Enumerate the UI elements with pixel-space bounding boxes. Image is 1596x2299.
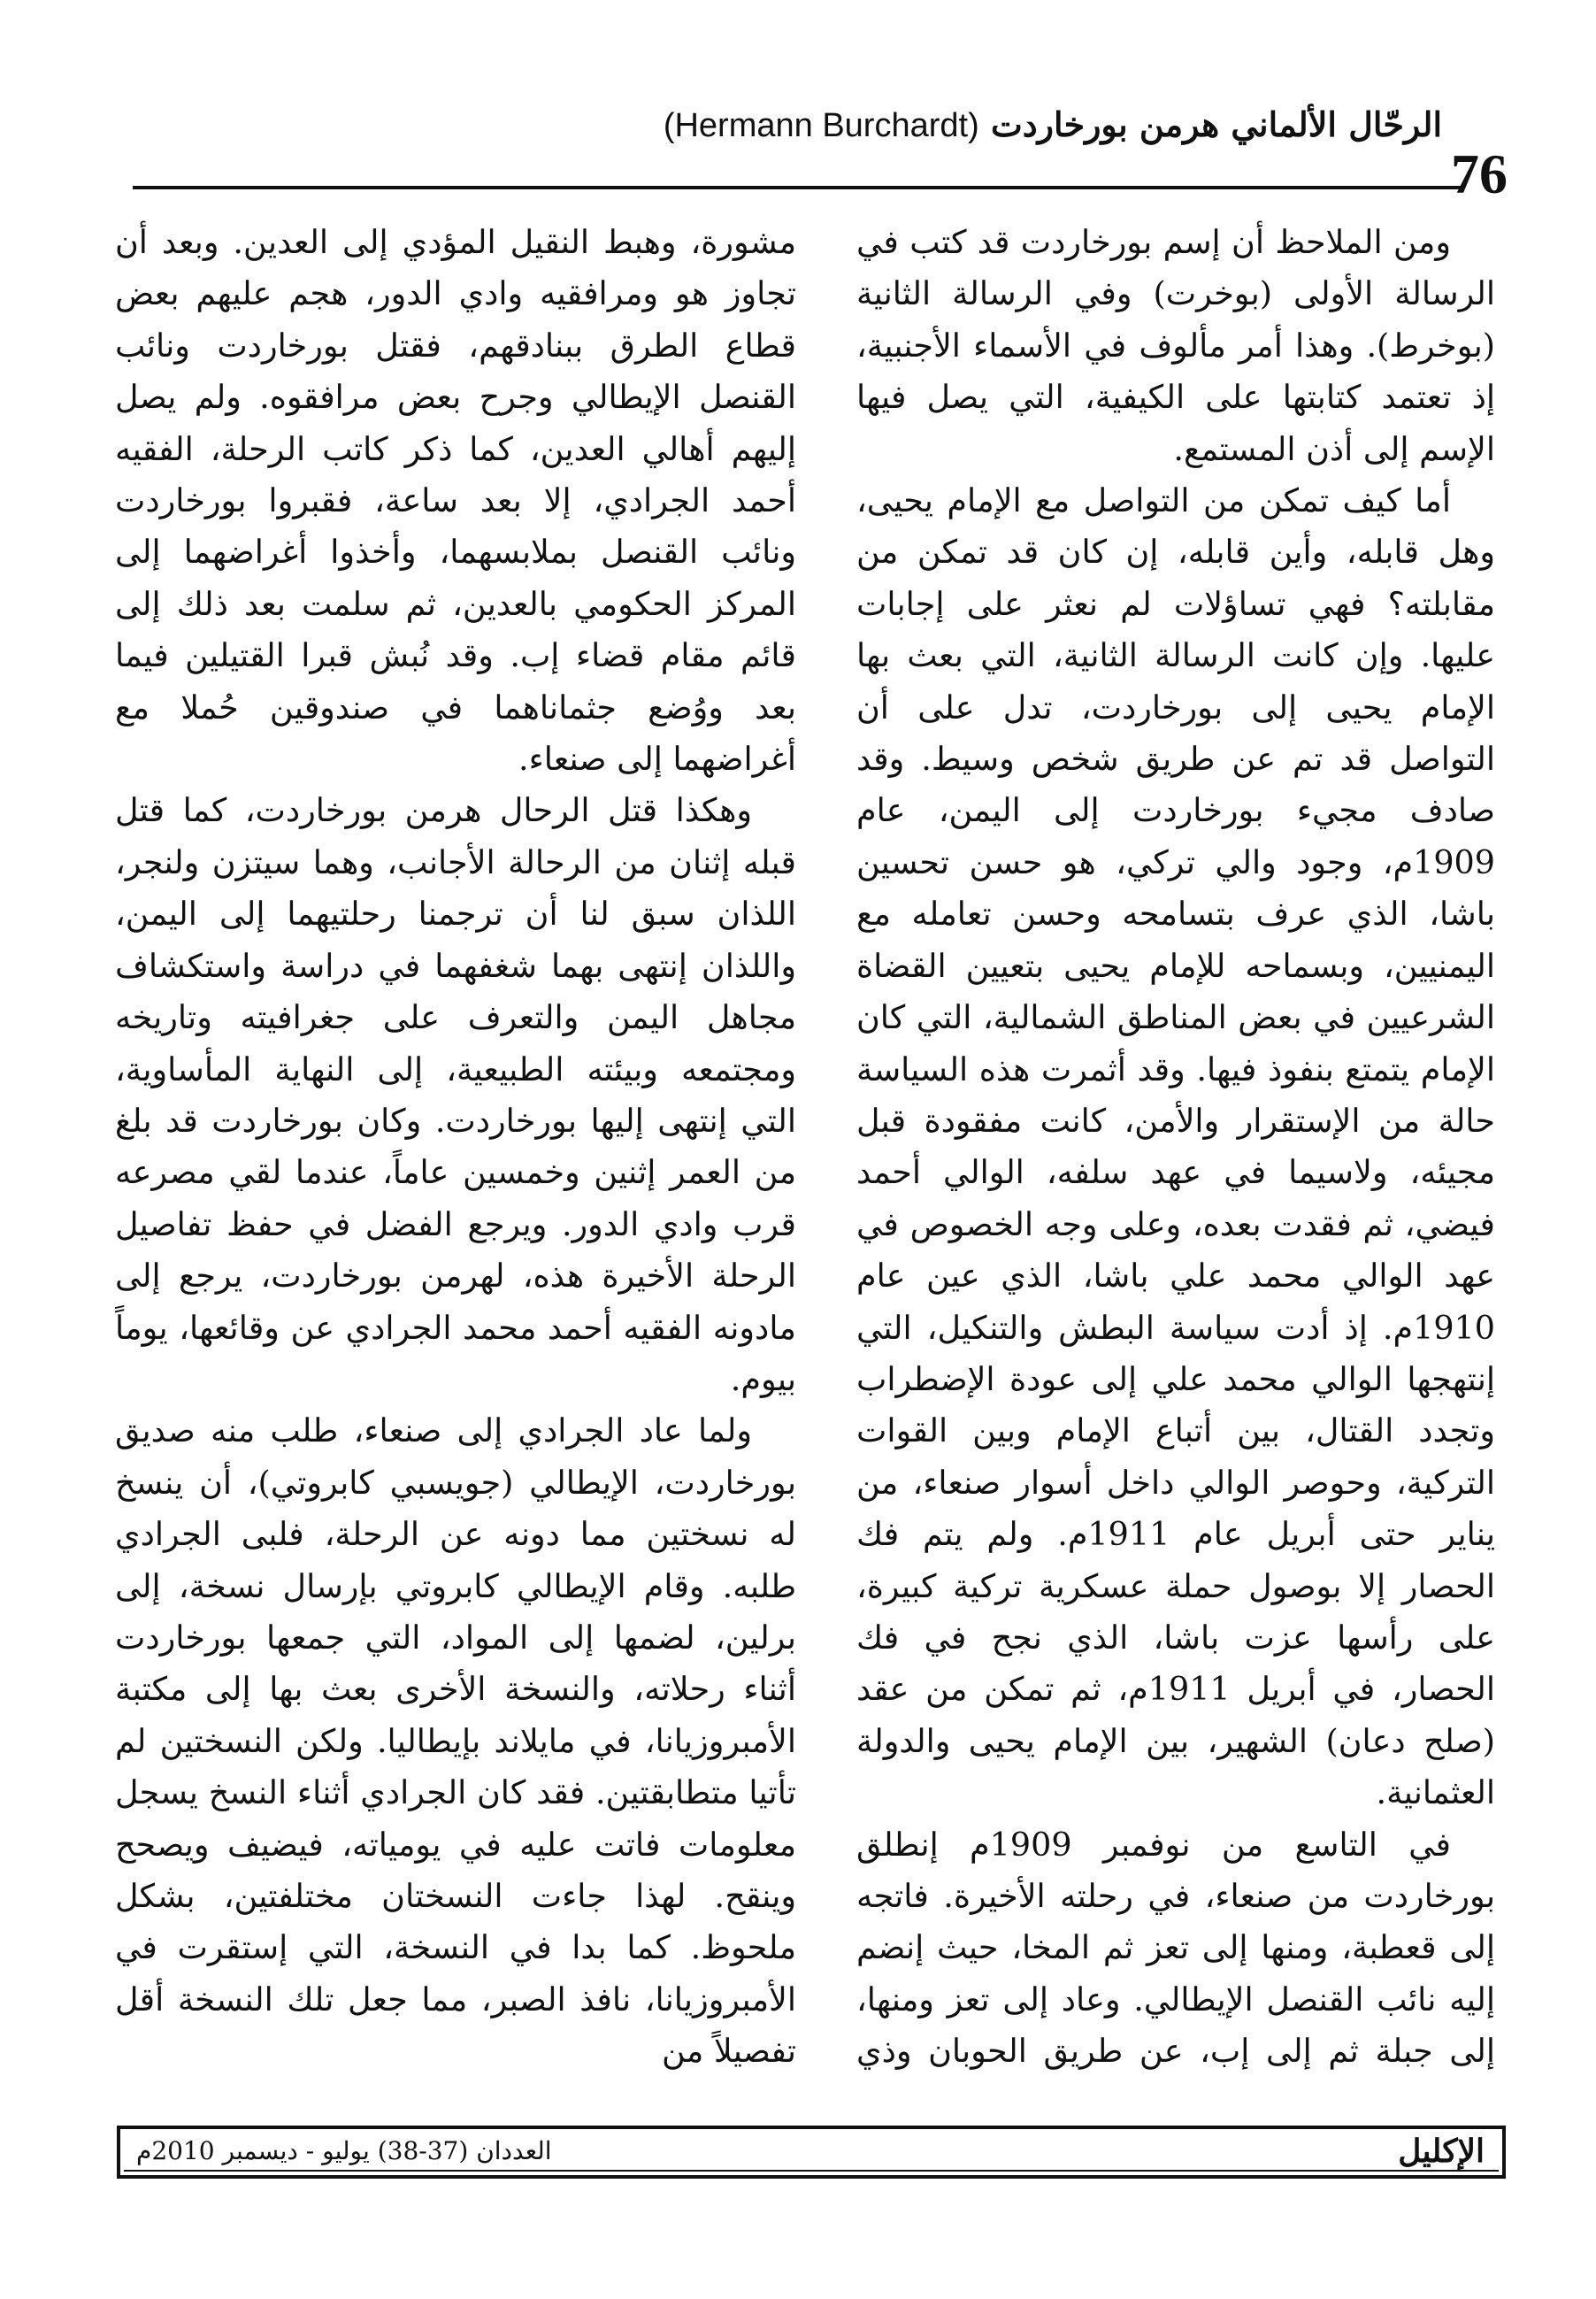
paragraph: في التاسع من نوفمبر 1909م إنطلق بورخاردت من صنعاء، في رحلته الأخيرة. فاتجه إلى قعطبة، ومنها إلى تعز ثم المخا، حيث إنضم إليه نائب القنصل الإيطالي. وعاد إلى تعز ومنها، إلى جبلة ثم إلى إب، عن طريق الحوبان وذي: [856, 1825, 1495, 2071]
text-column-left: [115, 217, 796, 2075]
page-number: 76: [1451, 142, 1508, 205]
footer-bar: [117, 2126, 1506, 2179]
issue-info: العددان (37-38) يوليو - ديسمبر 2010م: [136, 2136, 552, 2165]
footer-divider: [124, 2170, 1499, 2172]
header-rule: [133, 186, 1464, 189]
running-header-latin-name: (Hermann Burchardt): [663, 107, 979, 144]
paragraph: ولما عاد الجرادي إلى صنعاء، طلب منه صديق بورخاردت، الإيطالي (جويسبي كابروتي)، أن ينسخ له نسختين مما دونه عن الرحلة، فلبى الجرادي طلبه. وقام الإيطالي كابروتي بإرسال نسخة، إلى برلين، لضمها إلى المواد، التي جمعها بورخاردت أثناء رحلاته، والنسخة الأخرى بعث بها إلى مكتبة الأمبروزيانا، في مايلاند بإيطاليا. ولكن النسختين لم تأتيا متطابقتين. فقد كان الجرادي أثناء النسخ يسجل معلومات فاتت عليه في يومياته، فيضيف ويصحح وينقح. لهذا جاءت النسختان مختلفتين، بشكل ملحوظ. كما بدا في النسخة، التي إستقرت في الأمبروزيانا، نافذ الصبر، مما جعل تلك النسخة أقل تفصيلاً من: [115, 1411, 796, 2071]
running-header: [434, 104, 1442, 145]
paragraph: وهكذا قتل الرحال هرمن بورخاردت، كما قتل قبله إثنان من الرحالة الأجانب، وهما سيتزن ولنجر، اللذان سبق لنا أن ترجمنا رحلتيهما إلى اليمن، واللذان إنتهى بهما شغفهما في دراسة واستكشاف مجاهل اليمن والتعرف على جغرافيته وتاريخه ومجتمعه وبيئته الطبيعية، إلى النهاية المأساوية، التي إنتهى إليها بورخاردت. وكان بورخاردت قد بلغ من العمر إثنين وخمسين عاماً، عندما لقي مصرعه قرب وادي الدور. ويرجع الفضل في حفظ تفاصيل الرحلة الأخيرة هذه، لهرمن بورخاردت، يرجع إلى مادونه الفقيه أحمد محمد الجرادي عن وقائعها، يوماً بيوم.: [115, 791, 796, 1398]
paragraph: ومن الملاحظ أن إسم بورخاردت قد كتب في الرسالة الأولى (بوخرت) وفي الرسالة الثانية (بوخرط). وهذا أمر مألوف في الأسماء الأجنبية، إذ تعتمد كتابتها على الكيفية، التي يصل فيها الإسم إلى أذن المستمع.: [856, 223, 1495, 468]
running-header-title: الرحّال الألماني هرمن بورخاردت: [990, 104, 1442, 144]
text-column-right: [856, 217, 1495, 2075]
paragraph: أما كيف تمكن من التواصل مع الإمام يحيى، وهل قابله، وأين قابله، إن كان قد تمكن من مقابلته؟ فهي تساؤلات لم نعثر على إجابات عليها. وإن كانت الرسالة الثانية، التي بعث بها الإمام يحيى إلى بورخاردت، تدل على أن التواصل قد تم عن طريق شخص وسيط. وقد صادف مجيء بورخاردت إلى اليمن، عام 1909م، وجود والي تركي، هو حسن تحسين باشا، الذي عرف بتسامحه وحسن تعامله مع اليمنيين، وبسماحه للإمام يحيى بتعيين القضاة الشرعيين في بعض المناطق الشمالية، التي كان الإمام يتمتع بنفوذ فيها. وقد أثمرت هذه السياسة حالة من الإستقرار والأمن، كانت مفقودة قبل مجيئه، ولاسيما في عهد سلفه، الوالي أحمد فيضي، ثم فقدت بعده، وعلى وجه الخصوص في عهد الوالي محمد علي باشا، الذي عين عام 1910م. إذ أدت سياسة البطش والتنكيل، التي إنتهجها الوالي محمد علي إلى عودة الإضطراب وتجدد القتال، بين أتباع الإمام وبين القوات التركية، وحوصر الوالي داخل أسوار صنعاء، من يناير حتى أبريل عام 1911م. ولم يتم فك الحصار إلا بوصول حملة عسكرية تركية كبيرة، على رأسها عزت باشا، الذي نجح في فك الحصار، في أبريل 1911م، ثم تمكن من عقد (صلح دعان) الشهير، بين الإمام يحيى والدولة العثمانية.: [856, 481, 1495, 1812]
journal-logo: الإكليل: [1398, 2133, 1485, 2170]
paragraph: مشورة، وهبط النقيل المؤدي إلى العدين. وبعد أن تجاوز هو ومرافقيه وادي الدور، هجم عليهم بعض قطاع الطرق ببنادقهم، فقتل بورخاردت ونائب القنصل الإيطالي وجرح بعض مرافقوه. ولم يصل إليهم أهالي العدين، كما ذكر كاتب الرحلة، الفقيه أحمد الجرادي، إلا بعد ساعة، فقبروا بورخاردت ونائب القنصل بملابسهما، وأخذوا أغراضهما إلى المركز الحكومي بالعدين، ثم سلمت بعد ذلك إلى قائم مقام قضاء إب. وقد نُبش قبرا القتيلين فيما بعد ووُضع جثماناهما في صندوقين حُملا مع أغراضهما إلى صنعاء.: [115, 223, 796, 779]
